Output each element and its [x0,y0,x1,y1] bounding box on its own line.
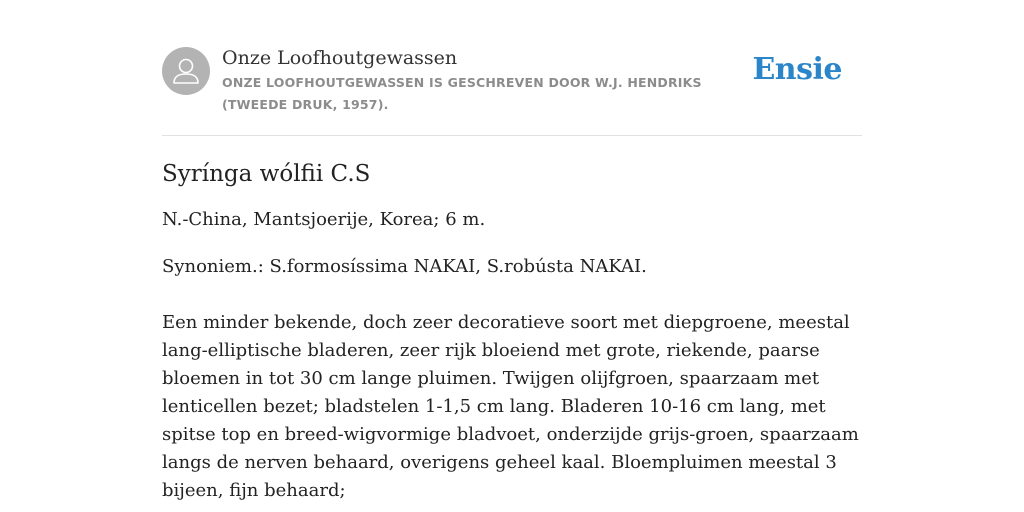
entry-content [162,156,867,512]
entry-paragraph-distribution: N.-China, Mantsjoerije, Korea; 6 m. [162,209,486,230]
entry-paragraph-synonyms: Synoniem.: S.formosíssima NAKAI, S.robústa NAKAI. [162,256,647,277]
entry-title: Syrínga wólfii C.S [162,161,371,187]
user-outline-icon [162,47,210,95]
book-subtitle: ONZE LOOFHOUTGEWASSEN IS GESCHREVEN DOOR W.J. HENDRIKS (TWEEDE DRUK, 1957). [222,75,702,112]
book-title[interactable]: Onze Loofhoutgewassen [222,47,458,69]
ensie-logo[interactable]: Ensie [752,52,842,87]
header [162,46,862,136]
entry-paragraph-description: Een minder bekende, doch zeer decoratieve soort met diepgroene, meestal lang-elliptische bladeren, zeer rijk bloeiend met grote, riekende, paarse bloemen in tot 30 cm lange pluimen. Twijgen olijfgroen, spaarzaam met lenticellen bezet; bladstelen 1-1,5 cm lang. Bladeren 10-16 cm lang, met spitse top en breed-wigvormige bladvoet, onderzijde grijs-groen, spaarzaam langs de nerven behaard, overigens geheel kaal. Bloempluimen meestal 3 bijeen, fijn behaard; [162,312,859,501]
